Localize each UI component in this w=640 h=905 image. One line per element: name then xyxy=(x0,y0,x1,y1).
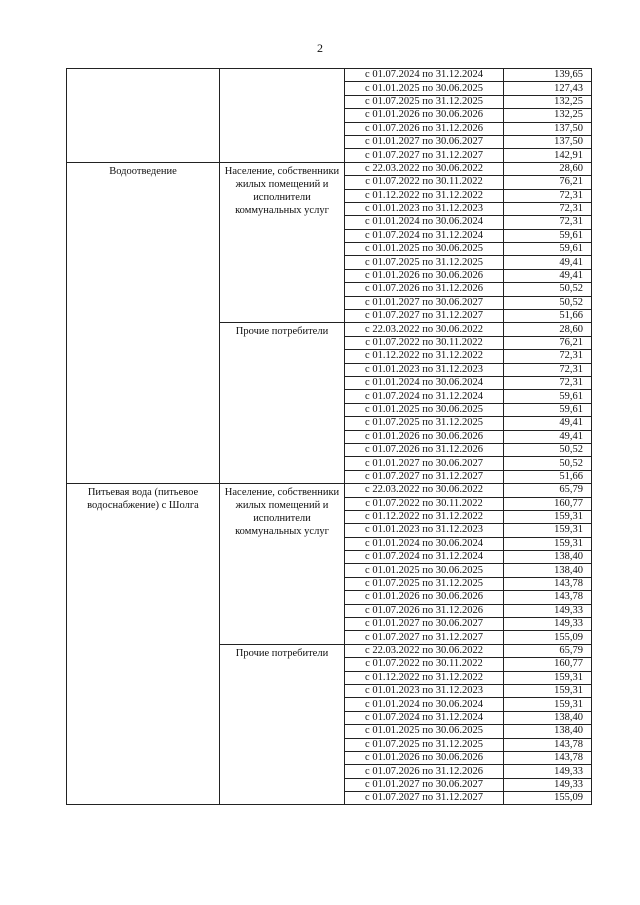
period-cell: с 01.01.2027 по 30.06.2027 xyxy=(345,457,504,470)
period-cell: с 01.12.2022 по 31.12.2022 xyxy=(345,350,504,363)
period-cell: с 01.01.2023 по 31.12.2023 xyxy=(345,363,504,376)
table-row xyxy=(67,162,592,175)
period-cell: с 01.07.2022 по 30.11.2022 xyxy=(345,497,504,510)
tariff-value-cell: 143,78 xyxy=(504,577,592,590)
period-cell: с 22.03.2022 по 30.06.2022 xyxy=(345,644,504,657)
service-name-cell xyxy=(67,69,220,163)
period-cell: с 01.01.2026 по 30.06.2026 xyxy=(345,269,504,282)
period-cell: с 01.07.2024 по 31.12.2024 xyxy=(345,711,504,724)
table-row xyxy=(67,69,592,82)
tariff-value-cell: 132,25 xyxy=(504,109,592,122)
tariff-value-cell: 59,61 xyxy=(504,243,592,256)
period-cell: с 01.07.2027 по 31.12.2027 xyxy=(345,149,504,162)
tariff-value-cell: 149,33 xyxy=(504,765,592,778)
tariff-value-cell: 59,61 xyxy=(504,390,592,403)
tariff-value-cell: 137,50 xyxy=(504,135,592,148)
tariff-value-cell: 139,65 xyxy=(504,69,592,82)
consumer-category-cell xyxy=(220,69,345,163)
period-cell: с 22.03.2022 по 30.06.2022 xyxy=(345,323,504,336)
tariff-value-cell: 143,78 xyxy=(504,738,592,751)
period-cell: с 01.07.2025 по 31.12.2025 xyxy=(345,417,504,430)
period-cell: с 01.07.2027 по 31.12.2027 xyxy=(345,792,504,805)
period-cell: с 01.01.2027 по 30.06.2027 xyxy=(345,778,504,791)
tariff-value-cell: 51,66 xyxy=(504,470,592,483)
period-cell: с 01.01.2027 по 30.06.2027 xyxy=(345,135,504,148)
period-cell: с 01.07.2025 по 31.12.2025 xyxy=(345,738,504,751)
consumer-category-cell: Прочие потребители xyxy=(220,644,345,805)
tariff-value-cell: 159,31 xyxy=(504,537,592,550)
tariff-value-cell: 28,60 xyxy=(504,162,592,175)
tariff-value-cell: 138,40 xyxy=(504,725,592,738)
period-cell: с 01.07.2024 по 31.12.2024 xyxy=(345,229,504,242)
consumer-category-cell: Население, собственники жилых помещений и исполнители коммунальных услуг xyxy=(220,162,345,323)
tariff-value-cell: 50,52 xyxy=(504,443,592,456)
tariff-value-cell: 72,31 xyxy=(504,363,592,376)
period-cell: с 01.01.2024 по 30.06.2024 xyxy=(345,376,504,389)
tariff-value-cell: 159,31 xyxy=(504,510,592,523)
tariff-value-cell: 50,52 xyxy=(504,283,592,296)
tariff-value-cell: 76,21 xyxy=(504,176,592,189)
period-cell: с 01.12.2022 по 31.12.2022 xyxy=(345,189,504,202)
period-cell: с 01.01.2026 по 30.06.2026 xyxy=(345,109,504,122)
period-cell: с 01.07.2026 по 31.12.2026 xyxy=(345,122,504,135)
tariff-value-cell: 149,33 xyxy=(504,618,592,631)
tariff-value-cell: 160,77 xyxy=(504,497,592,510)
period-cell: с 01.01.2023 по 31.12.2023 xyxy=(345,202,504,215)
period-cell: с 01.01.2025 по 30.06.2025 xyxy=(345,82,504,95)
period-cell: с 01.07.2024 по 31.12.2024 xyxy=(345,69,504,82)
tariff-value-cell: 159,31 xyxy=(504,698,592,711)
period-cell: с 01.07.2027 по 31.12.2027 xyxy=(345,631,504,644)
period-cell: с 01.01.2024 по 30.06.2024 xyxy=(345,537,504,550)
period-cell: с 01.01.2026 по 30.06.2026 xyxy=(345,751,504,764)
period-cell: с 01.01.2024 по 30.06.2024 xyxy=(345,216,504,229)
period-cell: с 01.01.2023 по 31.12.2023 xyxy=(345,684,504,697)
tariff-value-cell: 65,79 xyxy=(504,644,592,657)
period-cell: с 01.01.2026 по 30.06.2026 xyxy=(345,591,504,604)
period-cell: с 01.07.2026 по 31.12.2026 xyxy=(345,283,504,296)
tariff-value-cell: 50,52 xyxy=(504,457,592,470)
period-cell: с 01.01.2025 по 30.06.2025 xyxy=(345,725,504,738)
tariff-value-cell: 72,31 xyxy=(504,350,592,363)
tariff-value-cell: 49,41 xyxy=(504,430,592,443)
tariff-value-cell: 28,60 xyxy=(504,323,592,336)
tariff-value-cell: 160,77 xyxy=(504,658,592,671)
period-cell: с 01.07.2026 по 31.12.2026 xyxy=(345,604,504,617)
tariff-value-cell: 49,41 xyxy=(504,417,592,430)
period-cell: с 01.01.2024 по 30.06.2024 xyxy=(345,698,504,711)
period-cell: с 01.01.2025 по 30.06.2025 xyxy=(345,403,504,416)
period-cell: с 01.01.2023 по 31.12.2023 xyxy=(345,524,504,537)
tariff-value-cell: 59,61 xyxy=(504,229,592,242)
period-cell: с 01.07.2027 по 31.12.2027 xyxy=(345,470,504,483)
tariff-value-cell: 72,31 xyxy=(504,216,592,229)
tariff-value-cell: 159,31 xyxy=(504,524,592,537)
tariff-value-cell: 138,40 xyxy=(504,564,592,577)
tariff-value-cell: 149,33 xyxy=(504,604,592,617)
tariff-table-body xyxy=(67,69,592,805)
period-cell: с 01.01.2027 по 30.06.2027 xyxy=(345,296,504,309)
period-cell: с 22.03.2022 по 30.06.2022 xyxy=(345,162,504,175)
period-cell: с 01.07.2026 по 31.12.2026 xyxy=(345,443,504,456)
tariff-value-cell: 65,79 xyxy=(504,484,592,497)
service-name-cell: Водоотведение xyxy=(67,162,220,483)
tariff-value-cell: 142,91 xyxy=(504,149,592,162)
period-cell: с 01.07.2026 по 31.12.2026 xyxy=(345,765,504,778)
period-cell: с 22.03.2022 по 30.06.2022 xyxy=(345,484,504,497)
page-number: 2 xyxy=(317,41,323,55)
tariff-value-cell: 59,61 xyxy=(504,403,592,416)
tariff-table xyxy=(66,68,592,805)
table-row xyxy=(67,484,592,497)
tariff-value-cell: 143,78 xyxy=(504,591,592,604)
tariff-value-cell: 138,40 xyxy=(504,711,592,724)
period-cell: с 01.07.2022 по 30.11.2022 xyxy=(345,658,504,671)
tariff-value-cell: 143,78 xyxy=(504,751,592,764)
tariff-value-cell: 159,31 xyxy=(504,684,592,697)
tariff-value-cell: 159,31 xyxy=(504,671,592,684)
period-cell: с 01.12.2022 по 31.12.2022 xyxy=(345,510,504,523)
tariff-value-cell: 49,41 xyxy=(504,256,592,269)
period-cell: с 01.07.2025 по 31.12.2025 xyxy=(345,95,504,108)
tariff-value-cell: 149,33 xyxy=(504,778,592,791)
tariff-value-cell: 49,41 xyxy=(504,269,592,282)
period-cell: с 01.07.2024 по 31.12.2024 xyxy=(345,390,504,403)
period-cell: с 01.01.2027 по 30.06.2027 xyxy=(345,618,504,631)
period-cell: с 01.12.2022 по 31.12.2022 xyxy=(345,671,504,684)
tariff-value-cell: 155,09 xyxy=(504,792,592,805)
tariff-value-cell: 51,66 xyxy=(504,310,592,323)
tariff-value-cell: 155,09 xyxy=(504,631,592,644)
consumer-category-cell: Прочие потребители xyxy=(220,323,345,484)
period-cell: с 01.07.2022 по 30.11.2022 xyxy=(345,176,504,189)
period-cell: с 01.07.2025 по 31.12.2025 xyxy=(345,256,504,269)
period-cell: с 01.07.2027 по 31.12.2027 xyxy=(345,310,504,323)
period-cell: с 01.01.2025 по 30.06.2025 xyxy=(345,243,504,256)
tariff-value-cell: 132,25 xyxy=(504,95,592,108)
tariff-value-cell: 137,50 xyxy=(504,122,592,135)
period-cell: с 01.07.2024 по 31.12.2024 xyxy=(345,551,504,564)
tariff-value-cell: 127,43 xyxy=(504,82,592,95)
tariff-value-cell: 50,52 xyxy=(504,296,592,309)
tariff-value-cell: 138,40 xyxy=(504,551,592,564)
period-cell: с 01.07.2025 по 31.12.2025 xyxy=(345,577,504,590)
tariff-value-cell: 72,31 xyxy=(504,202,592,215)
period-cell: с 01.01.2025 по 30.06.2025 xyxy=(345,564,504,577)
consumer-category-cell: Население, собственники жилых помещений и исполнители коммунальных услуг xyxy=(220,484,345,645)
period-cell: с 01.07.2022 по 30.11.2022 xyxy=(345,336,504,349)
service-name-cell: Питьевая вода (питьевое водоснабжение) с Шолга xyxy=(67,484,220,805)
tariff-value-cell: 72,31 xyxy=(504,189,592,202)
tariff-value-cell: 76,21 xyxy=(504,336,592,349)
tariff-value-cell: 72,31 xyxy=(504,376,592,389)
period-cell: с 01.01.2026 по 30.06.2026 xyxy=(345,430,504,443)
